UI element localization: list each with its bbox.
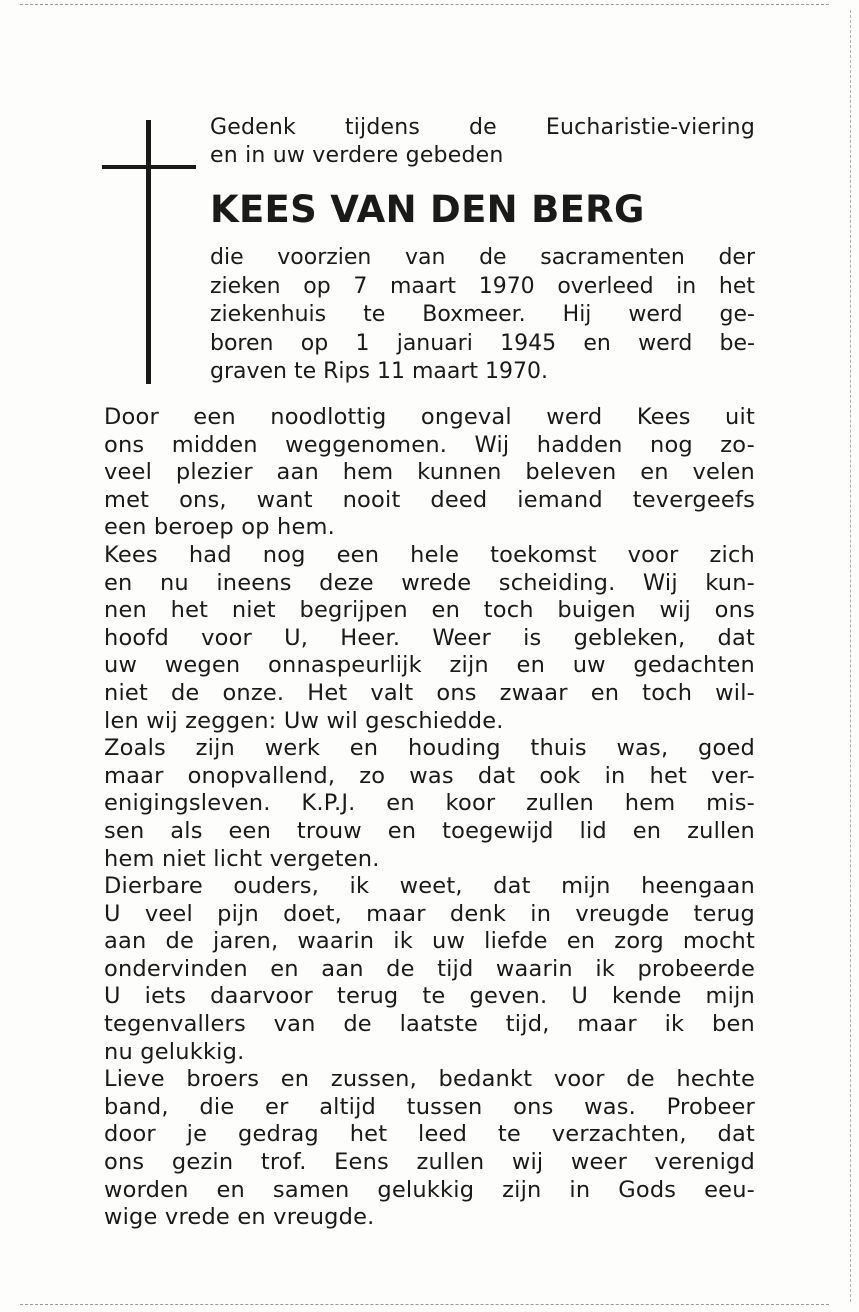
body-line: nu gelukkig. <box>104 1038 245 1065</box>
body-line: niet de onze. Het valt ons zwaar en toch wil- <box>104 679 755 706</box>
body-line: sen als een trouw en toegewijd lid en zullen <box>104 817 755 844</box>
body-line: ons midden weggenomen. Wij hadden nog zo- <box>104 431 755 458</box>
cut-line-right <box>850 10 851 1302</box>
deceased-name: KEES VAN DEN BERG <box>210 188 645 231</box>
body-line: nen het niet begrijpen en toch buigen wij ons <box>104 597 755 624</box>
body-line: Dierbare ouders, ik weet, dat mijn heengaan <box>104 873 755 900</box>
body-line: een beroep op hem. <box>104 514 335 541</box>
cut-line-bottom <box>20 1304 829 1305</box>
body-line: uw wegen onnaspeurlijk zijn en uw gedachten <box>104 652 755 679</box>
intro-line-2: en in uw verdere gebeden <box>210 143 504 168</box>
body-line: ons gezin trof. Eens zullen wij weer verenigd <box>104 1149 755 1176</box>
info-line-3: ziekenhuis te Boxmeer. Hij werd ge- <box>210 302 755 327</box>
body-line: veel plezier aan hem kunnen beleven en velen <box>104 459 755 486</box>
body-line: U veel pijn doet, maar denk in vreugde terug <box>104 900 755 927</box>
body-line: Door een noodlottig ongeval werd Kees uit <box>104 404 755 430</box>
body-line: Zoals zijn werk en houding thuis was, goed <box>104 735 755 762</box>
memorial-text <box>104 404 755 1232</box>
body-line: wige vrede en vreugde. <box>104 1204 375 1231</box>
body-line: en nu ineens deze wrede scheiding. Wij kun- <box>104 569 755 596</box>
cross-horizontal-bar <box>102 165 196 169</box>
cross-vertical-bar <box>146 120 151 384</box>
body-line: band, die er altijd tussen ons was. Probeer <box>104 1093 755 1120</box>
body-line: maar onopvallend, zo was dat ook in het ver- <box>104 762 755 789</box>
info-line-4: boren op 1 januari 1945 en werd be- <box>210 330 755 356</box>
body-line: hem niet licht vergeten. <box>104 845 380 872</box>
intro-line-1: Gedenk tijdens de Eucharistie-viering <box>210 115 755 140</box>
body-line: enigingsleven. K.P.J. en koor zullen hem mis- <box>104 790 755 817</box>
body-line: Lieve broers en zussen, bedankt voor de hechte <box>104 1066 755 1093</box>
info-line-1: die voorzien van de sacramenten der <box>210 245 755 270</box>
header-block <box>210 114 755 387</box>
body-line: hoofd voor U, Heer. Weer is gebleken, dat <box>104 624 755 651</box>
body-line: len wij zeggen: Uw wil geschiedde. <box>104 707 504 734</box>
body-line: door je gedrag het leed te verzachten, dat <box>104 1121 755 1148</box>
info-line-5: graven te Rips 11 maart 1970. <box>210 359 548 384</box>
cut-line-top <box>20 4 829 5</box>
body-line: ondervinden en aan de tijd waarin ik probeerde <box>104 955 755 982</box>
body-line: tegenvallers van de laatste tijd, maar ik ben <box>104 1011 755 1038</box>
body-line: aan de jaren, waarin ik uw liefde en zorg mocht <box>104 928 755 955</box>
body-line: U iets daarvoor terug te geven. U kende mijn <box>104 983 755 1010</box>
body-line: worden en samen gelukkig zijn in Gods eeu- <box>104 1176 755 1203</box>
info-line-2: zieken op 7 maart 1970 overleed in het <box>210 273 755 299</box>
body-line: met ons, want nooit deed iemand tevergeefs <box>104 486 755 513</box>
body-line: Kees had nog een hele toekomst voor zich <box>104 541 755 568</box>
